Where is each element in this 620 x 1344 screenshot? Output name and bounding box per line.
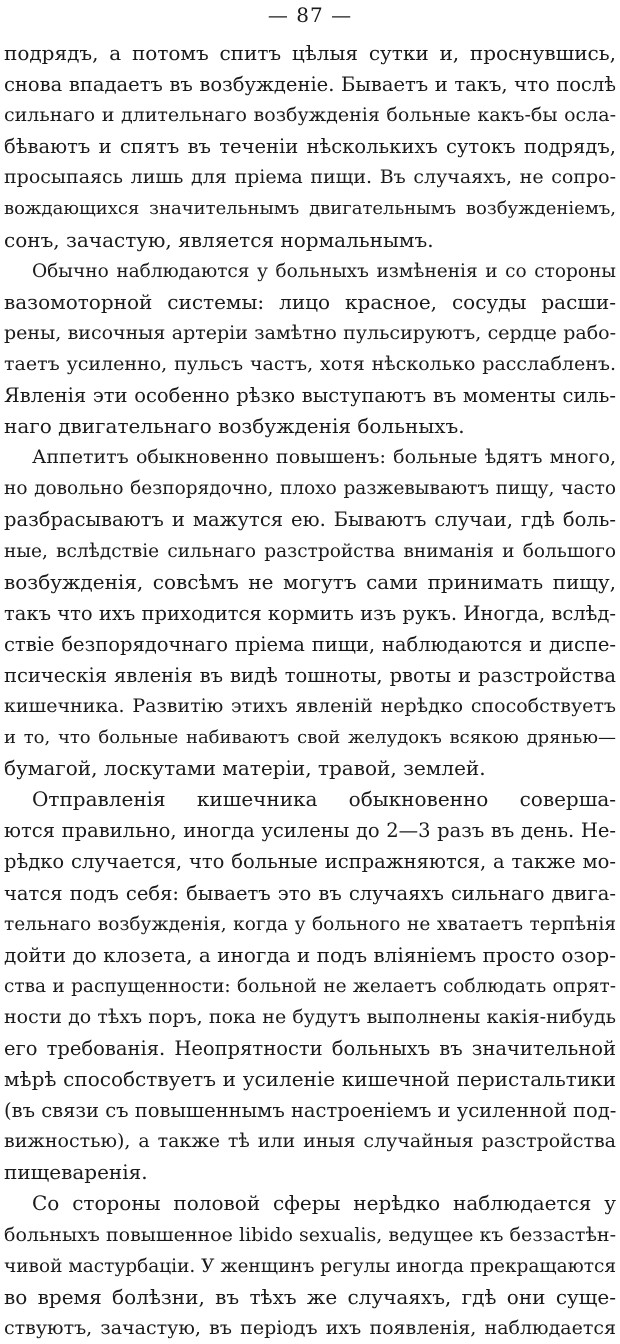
text-line: подрядъ, а потомъ спитъ цѣлыя сутки и, проснувшись, (4, 41, 616, 65)
text-line: Аппетитъ обыкновенно повышенъ: больные ѣдятъ много, (32, 446, 616, 469)
text-line: бѣваютъ и спятъ въ теченіи нѣсколькихъ сутокъ подрядъ, (4, 135, 616, 159)
text-line: наго двигательнаго возбужденія больныхъ. (4, 414, 465, 439)
text-line: Явленія эти особенно рѣзко выступаютъ въ моменты силь- (4, 384, 616, 408)
text-line: рѣдко случается, что больные испражняются, а также мо- (4, 850, 616, 874)
paragraph (4, 38, 616, 256)
body-text (4, 38, 616, 1344)
text-line: ности до тѣхъ поръ, пока не будутъ выполнены какія-нибудь (4, 1005, 616, 1028)
text-line: пищеваренія. (4, 1160, 148, 1185)
paragraph (4, 1188, 616, 1343)
text-line: ются правильно, иногда усилены до 2—3 разъ въ день. Не- (4, 819, 616, 843)
text-line: вазомоторной системы: лицо красное, сосуды расши- (4, 289, 616, 314)
text-line: разбрасываютъ и мажутся ею. Бываютъ случаи, гдѣ боль- (4, 508, 616, 532)
text-line: кишечника. Развитію этихъ явленій нерѣдко способствуетъ (4, 694, 616, 717)
text-line: возбужденія, совсѣмъ не могутъ сами принимать пищу, (4, 569, 616, 594)
text-line: ства и распущенности: больной не желаетъ соблюдать опрят- (4, 975, 616, 997)
text-line: чивой мастурбаціи. У женщинъ регулы иногда прекращаются (4, 1255, 616, 1277)
text-line: чатся подъ себя: бываетъ это въ случаяхъ сильнаго двига- (4, 881, 616, 905)
text-line: бумагой, лоскутами матеріи, травой, землей. (4, 756, 486, 781)
paragraph (4, 256, 616, 443)
paragraph (4, 784, 616, 1188)
text-line: ствіе безпорядочнаго пріема пищи, наблюдаются и диспе- (4, 632, 616, 656)
text-line: (въ связи съ повышеннымъ настроеніемъ и усиленной под- (4, 1099, 616, 1123)
text-line: сильнаго и длительнаго возбужденія больные какъ-бы осла- (4, 104, 616, 127)
text-line: дойти до клозета, а иногда и подъ вліяніемъ просто озор- (4, 942, 616, 967)
page-number: — 87 — (267, 3, 353, 27)
text-line: тельнаго возбужденія, когда у больного не хватаетъ терпѣнія (4, 913, 616, 935)
text-line: сонъ, зачастую, является нормальнымъ. (4, 227, 434, 252)
text-line: ные, вслѣдствіе сильнаго разстройства вниманія и большого (4, 540, 616, 562)
text-line: во время болѣзни, въ тѣхъ же случаяхъ, гдѣ они суще- (4, 1284, 616, 1309)
text-line: но довольно безпорядочно, плохо разжевываютъ пищу, часто (4, 478, 616, 500)
text-line: и то, что больные набиваютъ свой желудокъ всякою дрянью— (4, 727, 616, 749)
text-line: мѣрѣ способствуетъ и усиленіе кишечной перистальтики (4, 1067, 616, 1092)
text-line: вождающихся значительнымъ двигательнымъ возбужденіемъ, (4, 198, 616, 220)
text-line: снова впадаетъ въ возбужденіе. Бываетъ и такъ, что послѣ (4, 73, 616, 97)
text-line: ствуютъ, зачастую, въ періодъ ихъ появленія, наблюдается (4, 1316, 616, 1339)
paragraph (4, 442, 616, 784)
text-line: таетъ усиленно, пульсъ частъ, хотя нѣсколько расслабленъ. (4, 352, 616, 375)
text-line: Отправленія кишечника обыкновенно соверша- (32, 787, 616, 812)
text-line: просыпаясь лишь для пріема пищи. Въ случаяхъ, не сопро- (4, 166, 616, 189)
text-line: вижностью), а также тѣ или иныя случайныя разстройства (4, 1130, 616, 1153)
text-line: псическія явленія въ видѣ тошноты, рвоты и разстройства (4, 663, 616, 687)
text-line: больныхъ повышенное libido sexualis, ведущее къ беззастѣн- (4, 1223, 616, 1246)
text-line: его требованія. Неопрятности больныхъ въ значительной (4, 1037, 616, 1060)
text-line: такъ что ихъ приходится кормить изъ рукъ. Иногда, вслѣд- (4, 601, 616, 625)
text-line: Обычно наблюдаются у больныхъ измѣненія и со стороны (32, 260, 616, 282)
text-line: Со стороны половой сферы нерѣдко наблюдается у (32, 1191, 616, 1216)
text-line: рены, височныя артеріи замѣтно пульсируютъ, сердце рабо- (4, 321, 616, 344)
